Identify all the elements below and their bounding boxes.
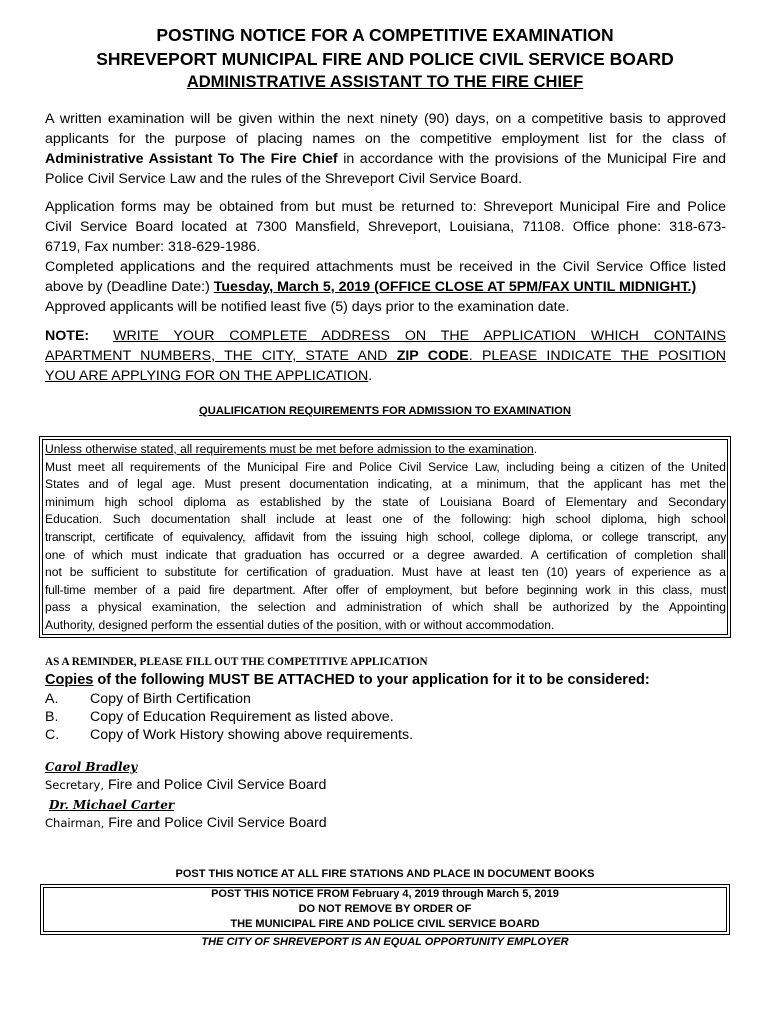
list-item: B. Copy of Education Requirement as listed above. <box>45 709 394 726</box>
qualifications-text: Unless otherwise stated, all requirements must be met before admission to the examination. Must meet all requirements of the Municipal Fire and Police Civil Service Law, including being a citizen of the United States and of legal age. Must present documentation indicating, at a minimum, that the applicant has met the minimum high school diploma as established by the state of Louisiana Board of Elementary and Secondary Education. Such documentation shall include at least one of the following: high school diploma, high school transcript, certificate of equivalency, affidavit from the issuing high school, college diploma, or college transcript, any one of which must indicate that graduation has occurred or a degree awarded. A certification of completion shall not be sufficient to substitute for certification of graduation. Must have at least ten (10) years of experience as a full-time member of a paid fire department. After offer of employment, but before beginning work in this class, must pass a physical examination, the selection and administration of which shall be authorized by the Appointing Authority, designed perform the essential duties of the position, with or without accommodation. <box>45 442 726 632</box>
secretary-role: Secretary, Fire and Police Civil Service Board <box>45 777 327 793</box>
posting-dates: POST THIS NOTICE FROM February 4, 2019 through March 5, 2019 <box>211 888 559 900</box>
position-title: ADMINISTRATIVE ASSISTANT TO THE FIRE CHIEF <box>186 73 584 91</box>
zip-code-emphasis: ZIP CODE <box>396 348 469 364</box>
posting-instruction: POST THIS NOTICE AT ALL FIRE STATIONS AND PLACE IN DOCUMENT BOOKS <box>175 868 595 880</box>
deadline-date: Tuesday, March 5, 2019 (OFFICE CLOSE AT 5PM/FAX UNTIL MIDNIGHT.) <box>213 279 697 295</box>
equal-opportunity-statement: THE CITY OF SHREVEPORT IS AN EQUAL OPPORTUNITY EMPLOYER <box>201 936 569 948</box>
reminder-note: AS A REMINDER, PLEASE FILL OUT THE COMPETITIVE APPLICATION <box>45 656 428 668</box>
intro-line-3: Administrative Assistant To The Fire Chief in accordance with the provisions of the Municipal Fire and <box>45 151 726 167</box>
copies-heading: Copies of the following MUST BE ATTACHED to your application for it to be considered: <box>45 672 650 688</box>
intro-paragraph <box>45 109 726 189</box>
secretary-signature: Carol Bradley <box>45 760 138 774</box>
qualifications-title: QUALIFICATION REQUIREMENTS FOR ADMISSION TO EXAMINATION <box>199 405 571 417</box>
application-paragraph: Application forms may be obtained from but must be returned to: Shreveport Municipal Fire and Police Civil Service Board located at 7300 Mansfield, Shreveport, Louisiana, 71108. Office phone: 318-673- 6719, Fax number: 318-629-1986. Completed applications and the required attachments must be received in the Civil Service Office listed above by (Deadline Date:) Tuesday, March 5, 2019 (OFFICE CLOSE AT 5PM/FAX UNTIL MIDNIGHT.) Approved applicants will be notified least five (5) days prior to the examination date. <box>45 199 726 315</box>
note-label: NOTE: <box>45 328 90 344</box>
attachment-list <box>45 690 413 745</box>
class-name: Administrative Assistant To The Fire Chief <box>45 151 338 167</box>
intro-line-2: applicants for the purpose of placing names on the competitive employment list for the class of <box>45 131 726 147</box>
posting-box-text: POST THIS NOTICE FROM February 4, 2019 through March 5, 2019 DO NOT REMOVE BY ORDER OF THE MUNICIPAL FIRE AND POLICE CIVIL SERVICE BOARD <box>43 887 727 932</box>
chairman-signature: Dr. Michael Carter <box>49 798 175 812</box>
intro-line-1: A written examination will be given within the next ninety (90) days, on a competitive basis to approved <box>45 111 726 127</box>
list-item: C. Copy of Work History showing above requirements. <box>45 727 414 744</box>
board-title: SHREVEPORT MUNICIPAL FIRE AND POLICE CIVIL SERVICE BOARD <box>96 49 674 69</box>
intro-line-4: Police Civil Service Law and the rules of the Shreveport Civil Service Board. <box>45 171 523 187</box>
notice-title: POSTING NOTICE FOR A COMPETITIVE EXAMINATION <box>156 25 614 45</box>
note-block: NOTE: WRITE YOUR COMPLETE ADDRESS ON THE APPLICATION WHICH CONTAINS APARTMENT NUMBERS, THE CITY, STATE AND ZIP CODE. PLEASE INDICATE THE POSITION YOU ARE APPLYING FOR ON THE APPLICATION. <box>45 328 726 384</box>
deadline-line: above by (Deadline Date:) Tuesday, March 5, 2019 (OFFICE CLOSE AT 5PM/FAX UNTIL MIDNIGHT.) <box>45 279 697 295</box>
chairman-role: Chairman, Fire and Police Civil Service Board <box>45 815 327 831</box>
list-item: A. Copy of Birth Certification <box>45 691 251 707</box>
